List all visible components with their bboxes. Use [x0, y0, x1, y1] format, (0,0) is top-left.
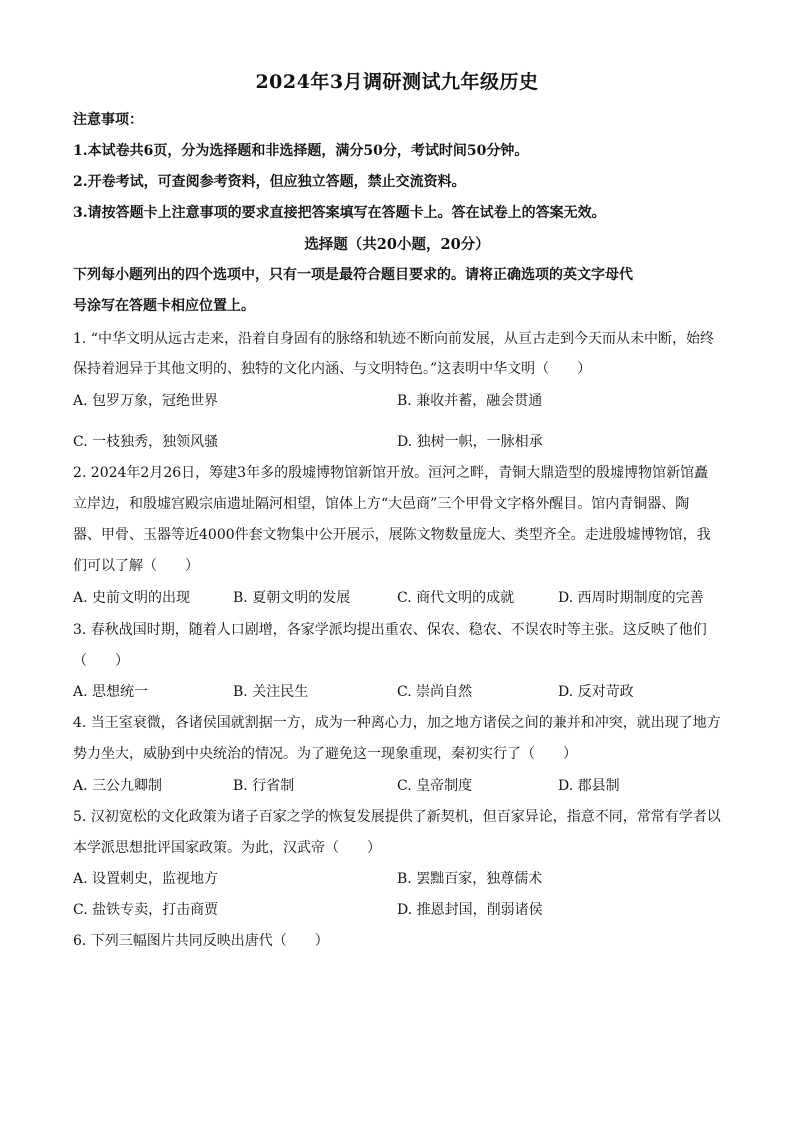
question-5-line-1: 5. 汉初宽松的文化政策为诸子百家之学的恢复发展提供了新契机，但百家异论，指意不同，常常有学者以 [73, 809, 721, 825]
question-2-line-2: 立岸边，和殷墟宫殿宗庙遗址隔河相望，馆体上方“大邑商”三个甲骨文字格外醒目。馆内青铜器、陶 [73, 496, 690, 512]
question-1-option-d[interactable]: D. 独树一帜，一脉相承 [397, 434, 543, 450]
section-instruction-line-1: 下列每小题列出的四个选项中，只有一项是最符合题目要求的。请将正确选项的英文字母代 [73, 267, 633, 283]
question-3-option-c[interactable]: C. 崇尚自然 [397, 684, 473, 700]
question-1-line-1: 1. “中华文明从远古走来，沿着自身固有的脉络和轨迹不断向前发展，从亘古走到今天而从未中断，始终 [73, 331, 714, 347]
question-4-line-1: 4. 当王室衰微，各诸侯国就割据一方，成为一种离心力，加之地方诸侯之间的兼并和冲突，就出现了地方 [73, 715, 721, 731]
question-4-option-b[interactable]: B. 行省制 [233, 778, 295, 794]
question-5-option-c[interactable]: C. 盐铁专卖，打击商贾 [73, 902, 219, 918]
question-5-option-b[interactable]: B. 罢黜百家，独尊儒术 [397, 871, 543, 887]
question-3-option-a[interactable]: A. 思想统一 [73, 684, 149, 700]
question-3-line-1: 3. 春秋战国时期，随着人口剧增，各家学派均提出重农、保农、稳农、不误农时等主张。这反映了他们 [73, 622, 707, 638]
question-6-line-1: 6. 下列三幅图片共同反映出唐代（ ） [73, 933, 329, 949]
question-5-option-d[interactable]: D. 推恩封国，削弱诸侯 [397, 902, 543, 918]
question-2-option-c[interactable]: C. 商代文明的成就 [397, 590, 515, 606]
question-2-option-a[interactable]: A. 史前文明的出现 [73, 590, 191, 606]
question-2-option-b[interactable]: B. 夏朝文明的发展 [233, 590, 351, 606]
section-instruction-line-2: 号涂写在答题卡相应位置上。 [73, 298, 255, 314]
question-5-options-row-1 [73, 868, 723, 890]
question-4-option-c[interactable]: C. 皇帝制度 [397, 778, 473, 794]
question-2-line-4: 们可以了解（ ） [73, 558, 199, 574]
question-1-option-a[interactable]: A. 包罗万象，冠绝世界 [73, 393, 219, 409]
question-4-line-2: 势力坐大，威胁到中央统治的情况。为了避免这一现象重现，秦初实行了（ ） [73, 746, 577, 762]
question-1-option-b[interactable]: B. 兼收并蓄，融会贯通 [397, 393, 543, 409]
question-2-option-d[interactable]: D. 西周时期制度的完善 [558, 590, 704, 606]
notice-item-1: 1.本试卷共6页，分为选择题和非选择题，满分50分，考试时间50分钟。 [73, 143, 529, 159]
question-1-options-row-1 [73, 390, 723, 412]
question-1-option-c[interactable]: C. 一枝独秀，独领风骚 [73, 434, 219, 450]
question-1-line-2: 保持着迥异于其他文明的、独特的文化内涵、与文明特色。”这表明中华文明（ ） [73, 361, 592, 377]
notice-item-2: 2.开卷考试，可查阅参考资料，但应独立答题，禁止交流资料。 [73, 174, 466, 190]
question-3-option-d[interactable]: D. 反对苛政 [558, 684, 634, 700]
question-1-options-row-2 [73, 431, 723, 453]
question-2-line-3: 器、甲骨、玉器等近4000件套文物集中公开展示，展陈文物数量庞大、类型齐全。走进殷墟博物馆，我 [73, 527, 711, 543]
question-3-options [73, 681, 723, 703]
question-2-line-1: 2. 2024年2月26日，筹建3年多的殷墟博物馆新馆开放。洹河之畔，青铜大鼎造型的殷墟博物馆新馆矗 [73, 465, 709, 481]
question-3-option-b[interactable]: B. 关注民生 [233, 684, 309, 700]
notice-heading: 注意事项： [73, 112, 143, 128]
notice-item-3: 3.请按答题卡上注意事项的要求直接把答案填写在答题卡上。答在试卷上的答案无效。 [73, 205, 606, 221]
question-5-options-row-2 [73, 899, 723, 921]
page-title: 2024年3月调研测试九年级历史 [255, 71, 539, 93]
question-2-options [73, 587, 723, 609]
section-title: 选择题（共20小题，20分） [304, 236, 490, 253]
question-5-option-a[interactable]: A. 设置刺史，监视地方 [73, 871, 219, 887]
question-4-options [73, 775, 723, 797]
question-3-line-2: （ ） [73, 653, 129, 669]
question-5-line-2: 本学派思想批评国家政策。为此，汉武帝（ ） [73, 840, 381, 856]
question-4-option-d[interactable]: D. 郡县制 [558, 778, 620, 794]
question-4-option-a[interactable]: A. 三公九卿制 [73, 778, 163, 794]
